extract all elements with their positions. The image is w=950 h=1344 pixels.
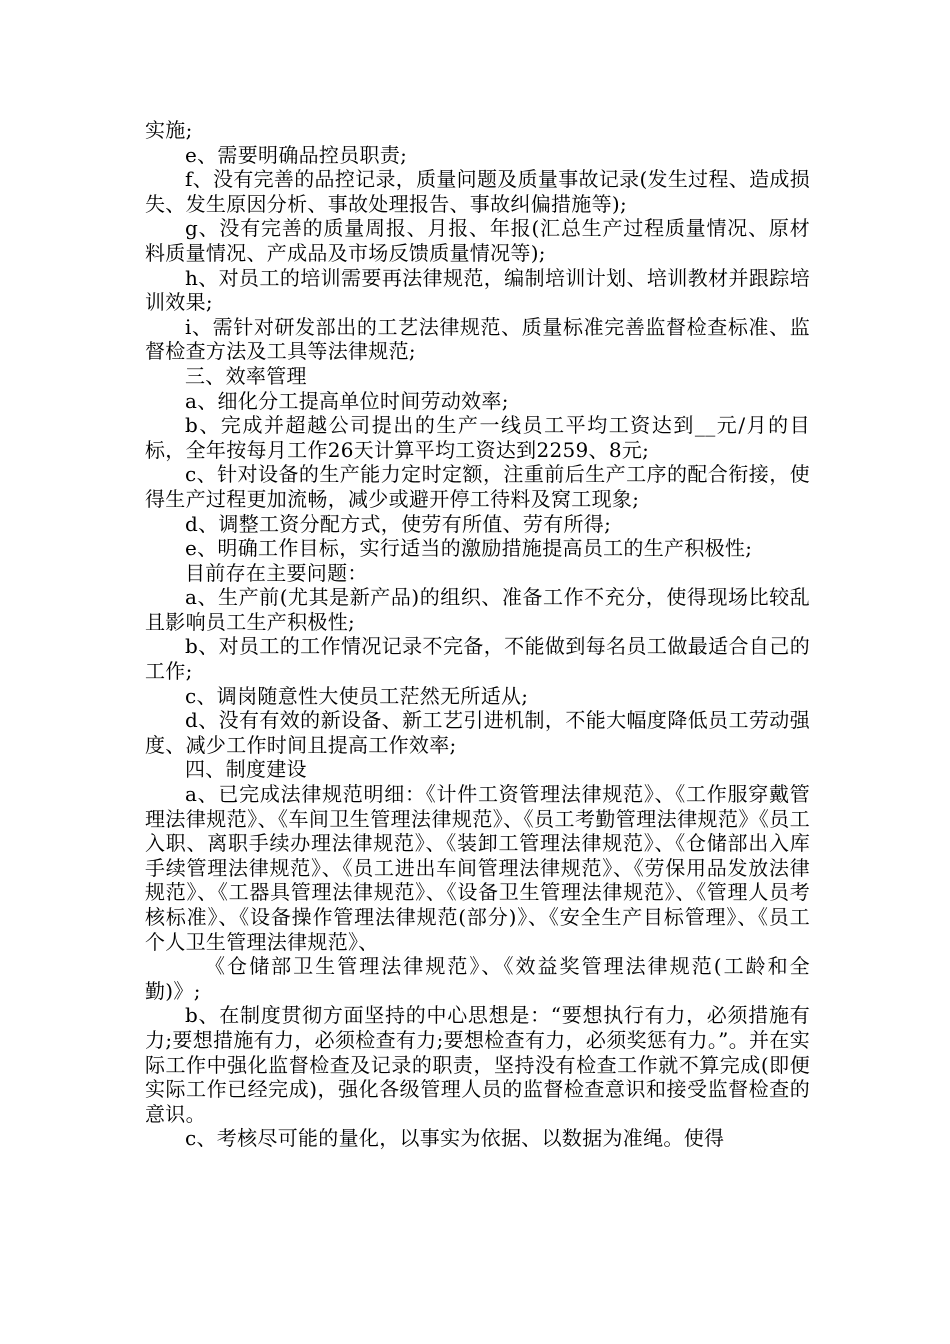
paragraph-problem-c: c、调岗随意性大使员工茫然无所适从; xyxy=(185,683,529,708)
paragraph-item-b-efficiency: b、完成并超越公司提出的生产一线员工平均工资达到__元/月的目标，全年按每月工作26天计算平均工资达到2259、8元; xyxy=(145,413,810,462)
paragraph-item-e-efficiency: e、明确工作目标，实行适当的激励措施提高员工的生产积极性; xyxy=(185,536,753,561)
paragraph-item-d-efficiency: d、调整工资分配方式，使劳有所值、劳有所得; xyxy=(185,511,612,536)
paragraph-item-e-quality: e、需要明确品控员职责; xyxy=(185,142,408,167)
paragraph-item-c-efficiency: c、针对设备的生产能力定时定额，注重前后生产工序的配合衔接，使得生产过程更加流畅，减少或避开停工待料及窝工现象; xyxy=(145,462,810,511)
paragraph-item-b-system: b、在制度贯彻方面坚持的中心思想是：“要想执行有力，必须措施有力;要想措施有力，必须检查有力;要想检查有力，必须奖惩有力。”。并在实际工作中强化监督检查及记录的职责，坚持没有检查工作就不算完成(即便实际工作已经完成)，强化各级管理人员的监督检查意识和接受监督检查的意识。 xyxy=(145,1003,810,1126)
paragraph-item-g-quality: g、没有完善的质量周报、月报、年报(汇总生产过程质量情况、原材料质量情况、产成品及市场反馈质量情况等); xyxy=(145,216,810,265)
paragraph-item-a-system-cont: 《仓储部卫生管理法律规范》、《效益奖管理法律规范(工龄和全勤)》; xyxy=(145,954,810,1003)
section-heading-system: 四、制度建设 xyxy=(185,757,307,782)
paragraph-problem-a: a、生产前(尤其是新产品)的组织、准备工作不充分，使得现场比较乱且影响员工生产积极性; xyxy=(145,585,810,634)
document-page xyxy=(145,118,810,1151)
paragraph-item-i-quality: i、需针对研发部出的工艺法律规范、质量标准完善监督检查标准、监督检查方法及工具等法律规范; xyxy=(145,314,810,364)
section-heading-efficiency: 三、效率管理 xyxy=(185,363,307,388)
paragraph-item-f-quality: f、没有完善的品控记录，质量问题及质量事故记录(发生过程、造成损失、发生原因分析、事故处理报告、事故纠偏措施等); xyxy=(145,167,810,216)
paragraph-problem-b: b、对员工的工作情况记录不完备，不能做到每名员工做最适合自己的工作; xyxy=(145,634,810,684)
subheading-current-problems: 目前存在主要问题： xyxy=(185,560,368,585)
paragraph-problem-d: d、没有有效的新设备、新工艺引进机制，不能大幅度降低员工劳动强度、减少工作时间且提高工作效率; xyxy=(145,708,810,757)
paragraph-item-a-efficiency: a、细化分工提高单位时间劳动效率; xyxy=(185,388,509,413)
paragraph-item-c-system: c、考核尽可能的量化，以事实为依据、以数据为准绳。使得 xyxy=(185,1126,725,1151)
paragraph-item-h-quality: h、对员工的培训需要再法律规范，编制培训计划、培训教材并跟踪培训效果; xyxy=(145,265,810,315)
paragraph-item-a-system: a、已完成法律规范明细：《计件工资管理法律规范》、《工作服穿戴管理法律规范》、《车间卫生管理法律规范》、《员工考勤管理法律规范》《员工入职、离职手续办理法律规范》、《装卸工管理法律规范》、《仓储部出入库手续管理法律规范》、《员工进出车间管理法律规范》、《劳保用品发放法律规范》、《工器具管理法律规范》、《设备卫生管理法律规范》、《管理人员考核标准》、《设备操作管理法律规范(部分)》、《安全生产目标管理》、《员工个人卫生管理法律规范》、 xyxy=(145,782,810,954)
paragraph-continuation: 实施; xyxy=(145,118,193,142)
